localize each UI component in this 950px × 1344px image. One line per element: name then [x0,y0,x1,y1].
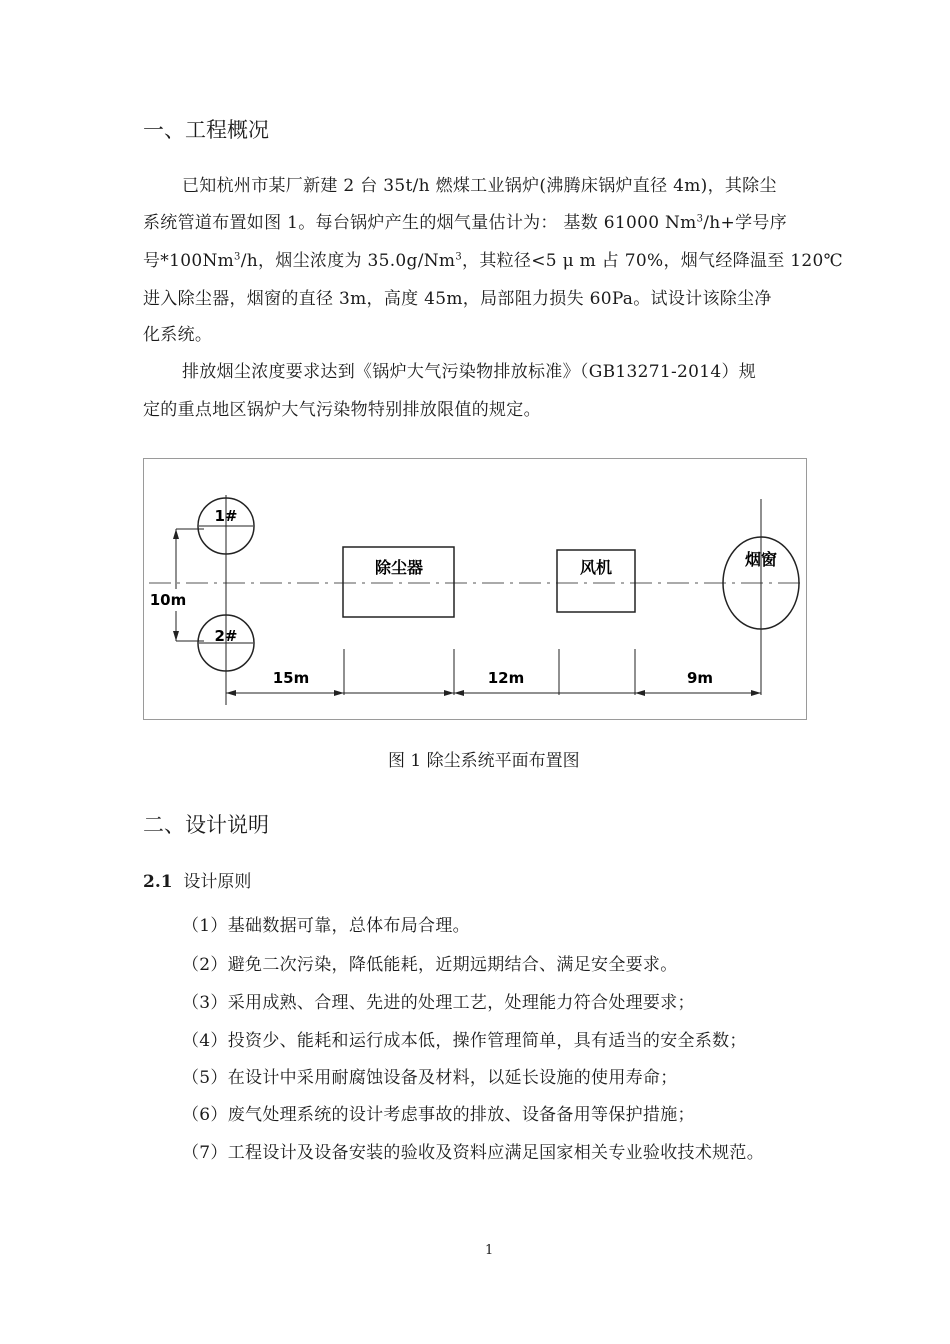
para1-line4: 进入除尘器，烟窗的直径 3m，高度 45m，局部阻力损失 60Pa。试设计该除尘净 [143,289,772,309]
dim-9m-label: 9m [686,669,714,687]
para1-line2-tail: /h+学号序 [703,213,788,233]
para1-line3-b: /h，烟尘浓度为 35.0g/Nm [240,251,456,271]
boiler-2-label: 2# [214,627,238,645]
chimney-label: 烟窗 [744,550,778,569]
layout-diagram [143,458,807,720]
principle-item: （5）在设计中采用耐腐蚀设备及材料，以延长设施的使用寿命； [182,1068,678,1088]
dust-collector-label: 除尘器 [374,558,424,577]
dim-12m-label: 12m [487,669,525,687]
page-number: 1 [485,1243,494,1258]
subsection-2-1 [143,867,251,892]
section-2-heading: 二、设计说明 [143,813,269,837]
dim-vertical-label: 10m [149,591,187,609]
dim-arrow [444,690,454,696]
dim-arrow [334,690,344,696]
dim-15m-label: 15m [272,669,310,687]
principle-item: （2）避免二次污染，降低能耗，近期远期结合、满足安全要求。 [182,955,678,975]
principle-item: （7）工程设计及设备安装的验收及资料应满足国家相关专业验收技术规范。 [182,1143,765,1163]
para1-line3-a: 号*100Nm [143,251,235,271]
para1-line1: 已知杭州市某厂新建 2 台 35t/h 燃煤工业锅炉(沸腾床锅炉直径 4m)，其除尘 [182,176,777,196]
para1-line2 [143,208,787,233]
principle-item: （6）废气处理系统的设计考虑事故的排放、设备备用等保护措施； [182,1105,695,1125]
para2-line1: 排放烟尘浓度要求达到《锅炉大气污染物排放标准》（GB13271-2014）规 [182,362,757,382]
para1-line5: 化系统。 [143,325,213,345]
subsection-number: 2.1 [143,872,173,892]
subsection-title: 设计原则 [183,872,252,892]
dim-arrow [454,690,464,696]
principle-item: （1）基础数据可靠，总体布局合理。 [182,916,470,936]
principle-item: （4）投资少、能耗和运行成本低，操作管理简单，具有适当的安全系数； [182,1031,747,1051]
figure-caption: 图 1 除尘系统平面布置图 [388,751,580,771]
dim-arrow [635,690,645,696]
para1-line2-text: 系统管道布置如图 1。每台锅炉产生的烟气量估计为： 基数 61000 Nm [143,213,697,233]
layout-diagram-svg [144,459,808,721]
superscript-3: 3 [455,251,463,263]
superscript-3: 3 [696,213,704,225]
para2-line2: 定的重点地区锅炉大气污染物特别排放限值的规定。 [143,400,541,420]
superscript-3: 3 [234,251,241,263]
boiler-1-label: 1# [214,507,238,525]
para1-line3 [143,246,843,271]
section-1-heading: 一、工程概况 [143,118,269,142]
dim-arrow-left [226,690,236,696]
dim-arrow-down [173,631,179,641]
para1-line3-c: ，其粒径<5 μ m 占 70%，烟气经降温至 120℃ [462,251,843,271]
fan-label: 风机 [579,558,613,577]
principle-item: （3）采用成熟、合理、先进的处理工艺，处理能力符合处理要求； [182,993,695,1013]
dim-arrow-up [173,529,179,539]
dim-arrow-right [751,690,761,696]
